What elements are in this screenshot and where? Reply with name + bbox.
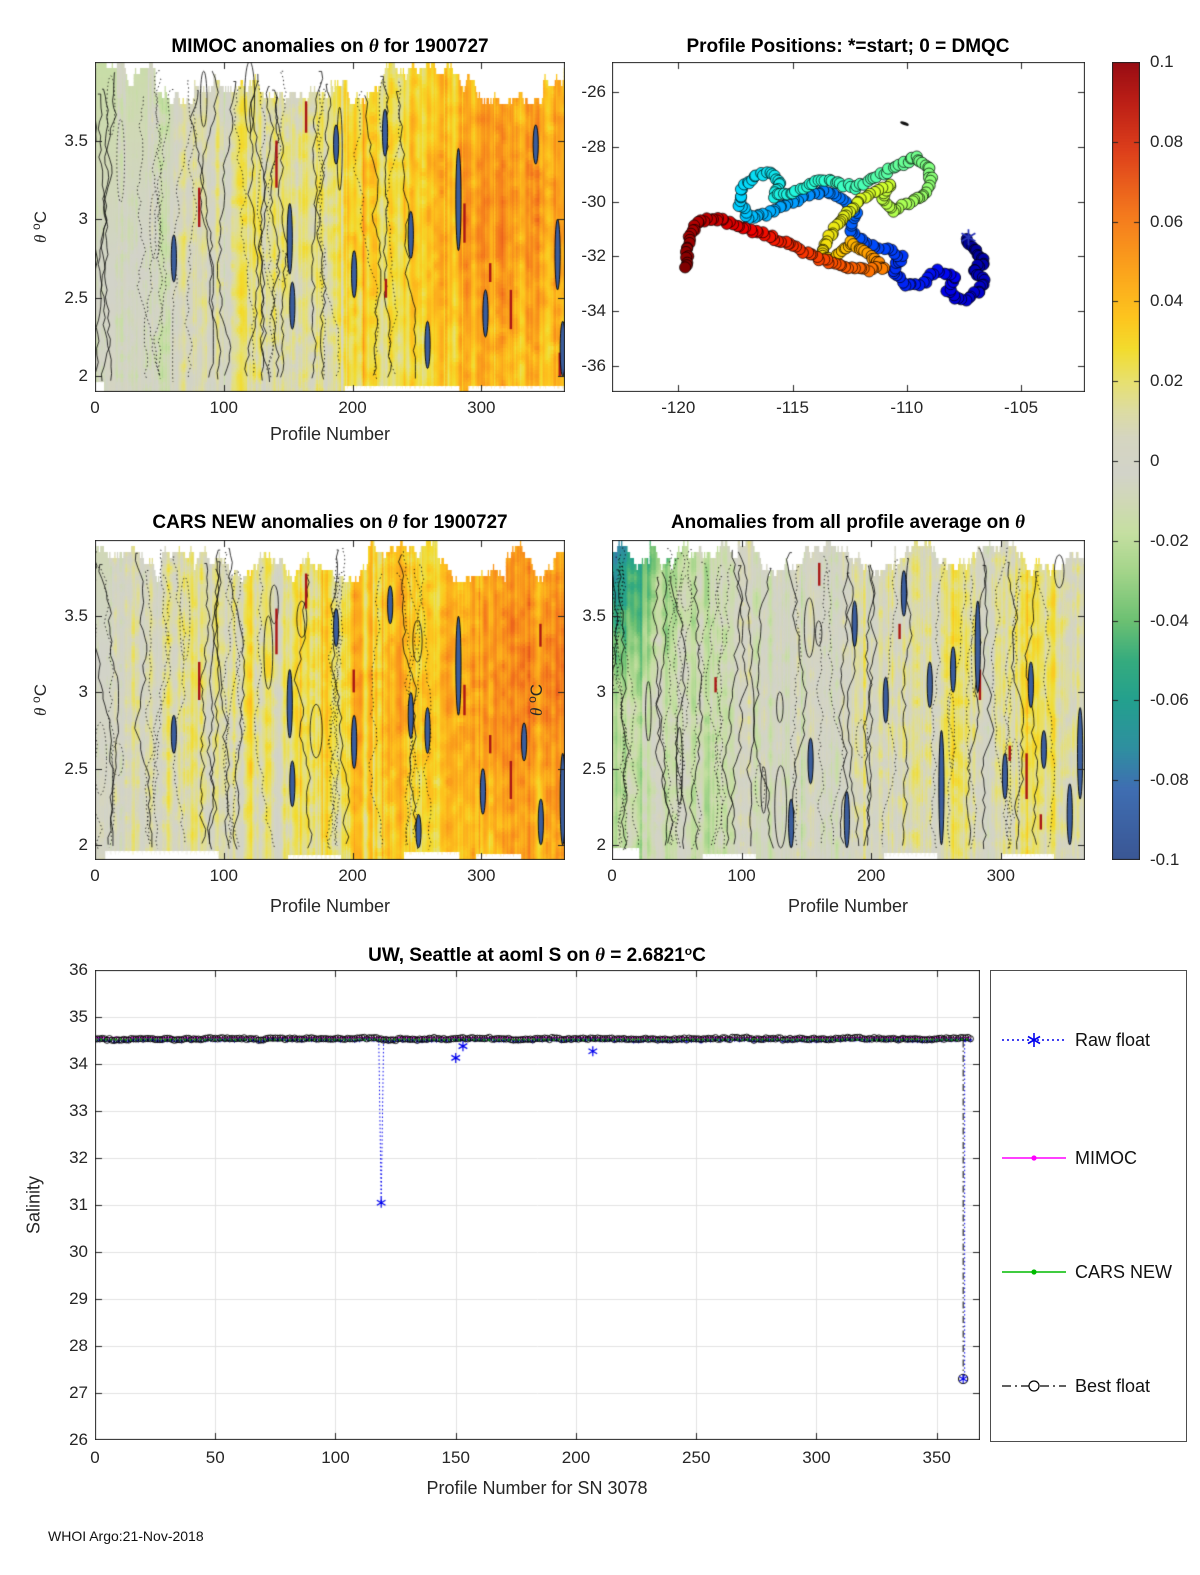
sal-title-pre: UW, Seattle at aoml S on (368, 945, 596, 966)
tick-label: 32 (69, 1148, 88, 1167)
tick-label: 100 (321, 1448, 350, 1467)
tick-label: -0.08 (1150, 770, 1189, 790)
tick-label: 350 (922, 1448, 951, 1467)
tick-label: -34 (581, 301, 606, 321)
tick-label: 100 (209, 398, 238, 417)
tick-label: 300 (467, 398, 496, 417)
tick-label: 200 (856, 866, 886, 885)
dot-marker-icon (1031, 1155, 1036, 1160)
tick-label: -32 (581, 246, 606, 266)
cars-title-pre: CARS NEW anomalies on (152, 512, 388, 533)
tick-label: -30 (581, 191, 606, 211)
salinity-ylabel: Salinity (23, 1175, 44, 1235)
salinity-xlabel: Profile Number for SN 3078 (426, 1478, 648, 1498)
legend-label: Best float (1075, 1375, 1151, 1396)
tick-label: -0.02 (1150, 530, 1189, 550)
theta-symbol: θ (31, 234, 50, 244)
tick-label: 2 (596, 834, 606, 854)
avg-title (671, 512, 1025, 534)
tick-label: 36 (69, 960, 88, 979)
tick-label: 100 (727, 866, 756, 885)
deg-unit: C (31, 683, 50, 697)
theta-symbol: θ (1015, 512, 1026, 533)
sal-title-unit: C (692, 945, 706, 966)
tick-label: 31 (69, 1195, 88, 1214)
tick-label: 33 (69, 1101, 88, 1120)
cars-heatmap (95, 540, 565, 860)
tick-label: -105 (1004, 398, 1039, 417)
theta-symbol: θ (368, 36, 379, 57)
cars-xlabel: Profile Number (269, 896, 391, 916)
tick-label: 0.06 (1150, 211, 1184, 231)
cars-title-post: for 1900727 (397, 512, 508, 533)
tick-label: 3 (596, 682, 606, 702)
tick-label: -0.1 (1150, 850, 1180, 869)
tick-label: 300 (802, 1448, 831, 1467)
tick-label: 28 (69, 1336, 88, 1355)
mimoc-title-post: for 1900727 (378, 36, 489, 57)
degree-sup: o (29, 223, 43, 230)
mimoc-title (171, 36, 488, 58)
tick-label: 300 (467, 866, 496, 885)
tick-label: 0.08 (1150, 131, 1184, 151)
tick-label: -36 (581, 355, 606, 375)
tick-label: 200 (338, 866, 367, 885)
tick-label: 29 (69, 1289, 88, 1308)
cars-new-line-sample (999, 1261, 1069, 1283)
watermark-text: WHOI Argo:21-Nov-2018 (48, 1528, 204, 1544)
tick-label: 30 (69, 1242, 88, 1261)
tick-label: 34 (69, 1054, 88, 1073)
mimoc-ylabel (29, 211, 51, 243)
tick-label: 0 (90, 398, 100, 417)
legend-label: CARS NEW (1075, 1261, 1173, 1282)
tick-label: -115 (776, 398, 809, 417)
legend-entry-cars-new (999, 1261, 1172, 1283)
tick-label: 2.5 (582, 758, 606, 778)
tick-label: 250 (682, 1448, 711, 1467)
legend-label: MIMOC (1075, 1147, 1137, 1168)
degree-sup: o (525, 696, 539, 703)
tick-label: 200 (338, 398, 367, 417)
deg-unit: C (31, 210, 50, 224)
mimoc-title-pre: MIMOC anomalies on (171, 36, 369, 57)
cars-title (152, 512, 507, 534)
tick-label: 0.02 (1150, 371, 1184, 391)
degree-sup: o (29, 696, 43, 703)
avg-ylabel (525, 684, 547, 716)
profile-positions-map (612, 62, 1085, 392)
tick-label: -120 (661, 398, 696, 417)
tick-label: 3.5 (582, 606, 606, 626)
tick-label: 200 (561, 1448, 591, 1467)
sal-title-mid: = 2.6821 (605, 945, 685, 966)
tick-label: 150 (441, 1448, 470, 1467)
cars-ylabel (29, 684, 51, 716)
tick-label: -28 (581, 136, 606, 156)
theta-symbol: θ (387, 512, 398, 533)
tick-label: -0.06 (1150, 690, 1189, 710)
tick-label: 2.5 (64, 287, 88, 307)
tick-label: 3 (78, 209, 88, 229)
tick-label: 3.5 (64, 606, 88, 626)
avg-xlabel: Profile Number (787, 896, 909, 916)
tick-label: 3.5 (64, 130, 88, 150)
best-float-line-sample (999, 1375, 1069, 1397)
theta-symbol: θ (31, 707, 50, 717)
avg-title-pre: Anomalies from all profile average on (670, 512, 1016, 533)
tick-label: 26 (69, 1430, 88, 1449)
mimoc-line-sample (999, 1147, 1069, 1169)
tick-label: 100 (209, 866, 238, 885)
tick-label: 300 (986, 866, 1015, 885)
mimoc-heatmap (95, 62, 565, 392)
degree-sup: o (684, 944, 693, 958)
tick-label: 0.04 (1150, 291, 1184, 311)
raw-float-line-sample (999, 1029, 1069, 1051)
tick-label: -26 (581, 82, 606, 102)
tick-label: 0 (607, 866, 617, 885)
legend-entry-best-float (999, 1375, 1150, 1397)
open-circle-marker-icon (1029, 1381, 1039, 1391)
mimoc-xlabel: Profile Number (269, 424, 391, 444)
tick-label: 2.5 (64, 758, 88, 778)
tick-label: 27 (69, 1383, 88, 1402)
tick-label: 0 (90, 1448, 100, 1467)
deg-unit: C (527, 683, 546, 697)
legend-entry-mimoc (999, 1147, 1137, 1169)
tick-label: 35 (69, 1007, 88, 1026)
legend-label: Raw float (1075, 1029, 1151, 1050)
tick-label: 2 (78, 834, 88, 854)
tick-label: -110 (890, 398, 924, 417)
legend (990, 970, 1187, 1442)
tick-label: -0.04 (1150, 610, 1189, 630)
salinity-title (368, 944, 706, 967)
tick-label: 0 (1150, 451, 1160, 470)
salinity-plot (95, 970, 980, 1440)
theta-symbol: θ (527, 707, 546, 717)
positions-title: Profile Positions: *=start; 0 = DMQC (686, 36, 1010, 57)
tick-label: 3 (78, 682, 88, 702)
tick-label: 0 (90, 866, 100, 885)
theta-symbol: θ (595, 945, 606, 966)
tick-label: 0.1 (1150, 52, 1174, 71)
legend-entry-raw-float (999, 1029, 1150, 1051)
colorbar (1112, 62, 1140, 860)
tick-label: 2 (78, 366, 88, 386)
dot-marker-icon (1031, 1269, 1036, 1274)
avg-anomaly-heatmap (612, 540, 1085, 860)
tick-label: 50 (205, 1448, 225, 1467)
